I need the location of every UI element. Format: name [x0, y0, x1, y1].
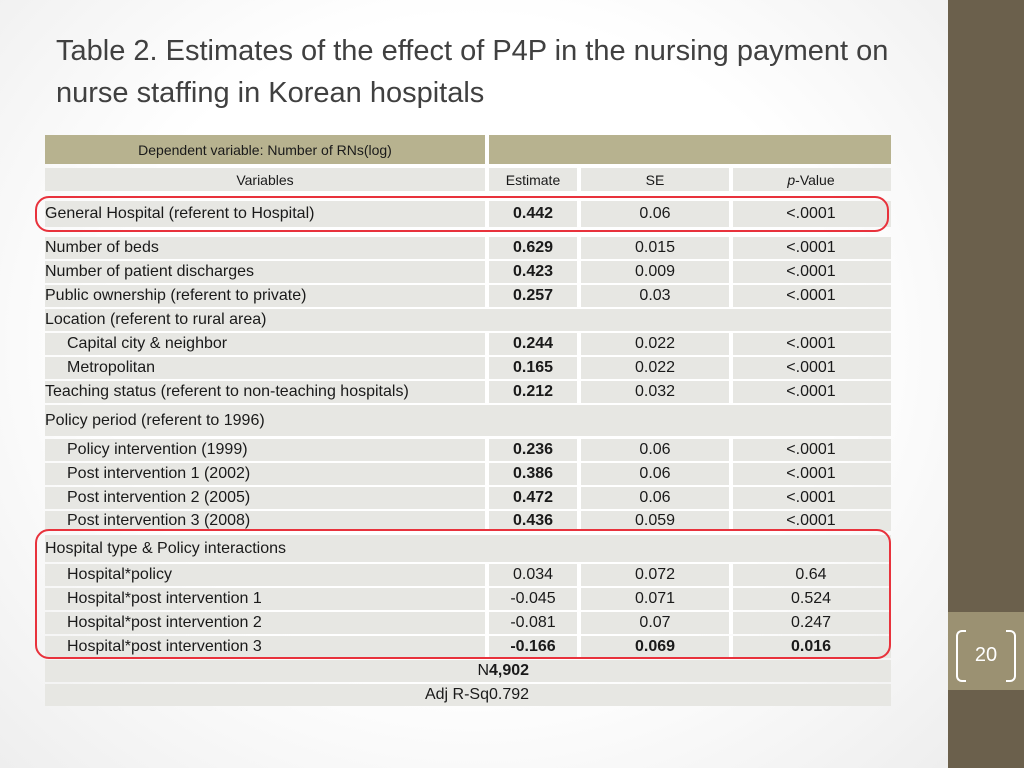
- row-se: 0.072: [634, 566, 676, 583]
- table-header-row: [45, 135, 891, 164]
- adj-r-sq-label: Adj R-Sq: [424, 686, 489, 703]
- page-number: 20: [974, 644, 998, 666]
- row-estimate: -0.045: [510, 590, 556, 607]
- table-section-row: [45, 309, 891, 331]
- row-p-value: <.0001: [786, 239, 836, 256]
- row-se: 0.032: [634, 383, 676, 400]
- n-value: 4,902: [489, 662, 530, 679]
- table-row: [45, 612, 891, 634]
- table-row: [45, 487, 891, 509]
- header-estimate: Estimate: [505, 171, 561, 188]
- table-row: [45, 463, 891, 485]
- row-estimate: -0.166: [510, 638, 556, 655]
- row-estimate: 0.257: [512, 287, 554, 304]
- row-se: 0.03: [639, 287, 671, 304]
- table-row: [45, 333, 891, 355]
- n-label: N: [477, 662, 489, 679]
- row-p-value: <.0001: [786, 489, 836, 506]
- row-estimate: 0.423: [512, 263, 554, 280]
- row-se: 0.059: [634, 512, 676, 529]
- table-column-header-row: [45, 168, 891, 191]
- row-se: 0.022: [634, 335, 676, 352]
- row-estimate: 0.165: [512, 359, 554, 376]
- row-estimate: 0.472: [512, 489, 554, 506]
- row-se: 0.071: [634, 590, 676, 607]
- row-se: 0.06: [639, 489, 671, 506]
- table-row: [45, 636, 891, 658]
- row-p-value: 0.247: [790, 614, 832, 631]
- table-section-row: [45, 405, 891, 436]
- row-se: 0.07: [639, 614, 671, 631]
- table-row: [45, 439, 891, 461]
- row-estimate: -0.081: [510, 614, 556, 631]
- row-p-value: <.0001: [786, 465, 836, 482]
- adj-r-sq-value: 0.792: [489, 686, 530, 703]
- row-label: Teaching status (referent to non-teaching hospitals): [45, 383, 409, 400]
- row-label: Hospital*post intervention 1: [67, 590, 262, 607]
- section-label: Policy period (referent to 1996): [45, 411, 265, 429]
- row-estimate: 0.236: [512, 441, 554, 458]
- row-p-value: <.0001: [786, 441, 836, 458]
- row-label: Hospital*policy: [67, 566, 172, 583]
- row-estimate: 0.629: [512, 239, 554, 256]
- row-label: Post intervention 3 (2008): [67, 512, 251, 529]
- table-footer-row: [45, 660, 891, 682]
- row-label: Capital city & neighbor: [67, 335, 228, 352]
- table-row: [45, 237, 891, 259]
- dependent-variable-label: Dependent variable: Number of RNs(log): [138, 141, 392, 158]
- row-estimate: 0.034: [512, 566, 554, 583]
- row-se: 0.009: [634, 263, 676, 280]
- row-estimate: 0.386: [512, 465, 554, 482]
- row-label: Metropolitan: [67, 359, 156, 376]
- row-label: General Hospital (referent to Hospital): [45, 205, 315, 222]
- row-p-value: <.0001: [786, 263, 836, 280]
- row-estimate: 0.244: [512, 335, 554, 352]
- row-label: Post intervention 2 (2005): [67, 489, 251, 506]
- row-se: 0.022: [634, 359, 676, 376]
- row-se: 0.06: [639, 465, 671, 482]
- row-se: 0.06: [639, 441, 671, 458]
- table-row: [45, 261, 891, 283]
- row-p-value: <.0001: [786, 359, 836, 376]
- row-se: 0.015: [634, 239, 676, 256]
- table-footer-row: [45, 684, 891, 706]
- row-label: Number of beds: [45, 239, 159, 256]
- row-p-value: 0.64: [795, 566, 827, 583]
- row-estimate: 0.436: [512, 512, 554, 529]
- row-se: 0.069: [634, 638, 676, 655]
- table-row: [45, 511, 891, 531]
- p-italic: p: [787, 171, 796, 188]
- table-row: [45, 201, 891, 227]
- table-row: [45, 564, 891, 586]
- row-p-value: <.0001: [786, 383, 836, 400]
- row-label: Public ownership (referent to private): [45, 287, 307, 304]
- column-divider: [485, 135, 489, 164]
- table-row: [45, 381, 891, 403]
- section-label: Location (referent to rural area): [45, 311, 267, 328]
- page-number-box: [956, 630, 1016, 680]
- p-suffix: -Value: [795, 171, 835, 188]
- row-p-value: 0.524: [790, 590, 832, 607]
- row-label: Number of patient discharges: [45, 263, 254, 280]
- row-p-value: 0.016: [790, 638, 832, 655]
- row-label: Post intervention 1 (2002): [67, 465, 251, 482]
- table-row: [45, 588, 891, 610]
- row-p-value: <.0001: [786, 512, 836, 529]
- header-variables: Variables: [236, 171, 294, 188]
- header-se: SE: [645, 171, 665, 188]
- row-label: Policy intervention (1999): [67, 441, 248, 458]
- slide-title: Table 2. Estimates of the effect of P4P in the nursing payment on nurse staffing in Korean hospitals: [56, 35, 889, 109]
- row-se: 0.06: [639, 205, 671, 222]
- section-label: Hospital type & Policy interactions: [45, 539, 286, 557]
- row-label: Hospital*post intervention 3: [67, 638, 262, 655]
- table-row: [45, 357, 891, 379]
- table-row: [45, 285, 891, 307]
- row-estimate: 0.442: [512, 205, 554, 222]
- row-estimate: 0.212: [512, 383, 554, 400]
- row-p-value: <.0001: [786, 205, 836, 222]
- row-label: Hospital*post intervention 2: [67, 614, 262, 631]
- row-p-value: <.0001: [786, 287, 836, 304]
- header-p-value: [733, 168, 889, 191]
- row-p-value: <.0001: [786, 335, 836, 352]
- table-section-row: [45, 535, 891, 562]
